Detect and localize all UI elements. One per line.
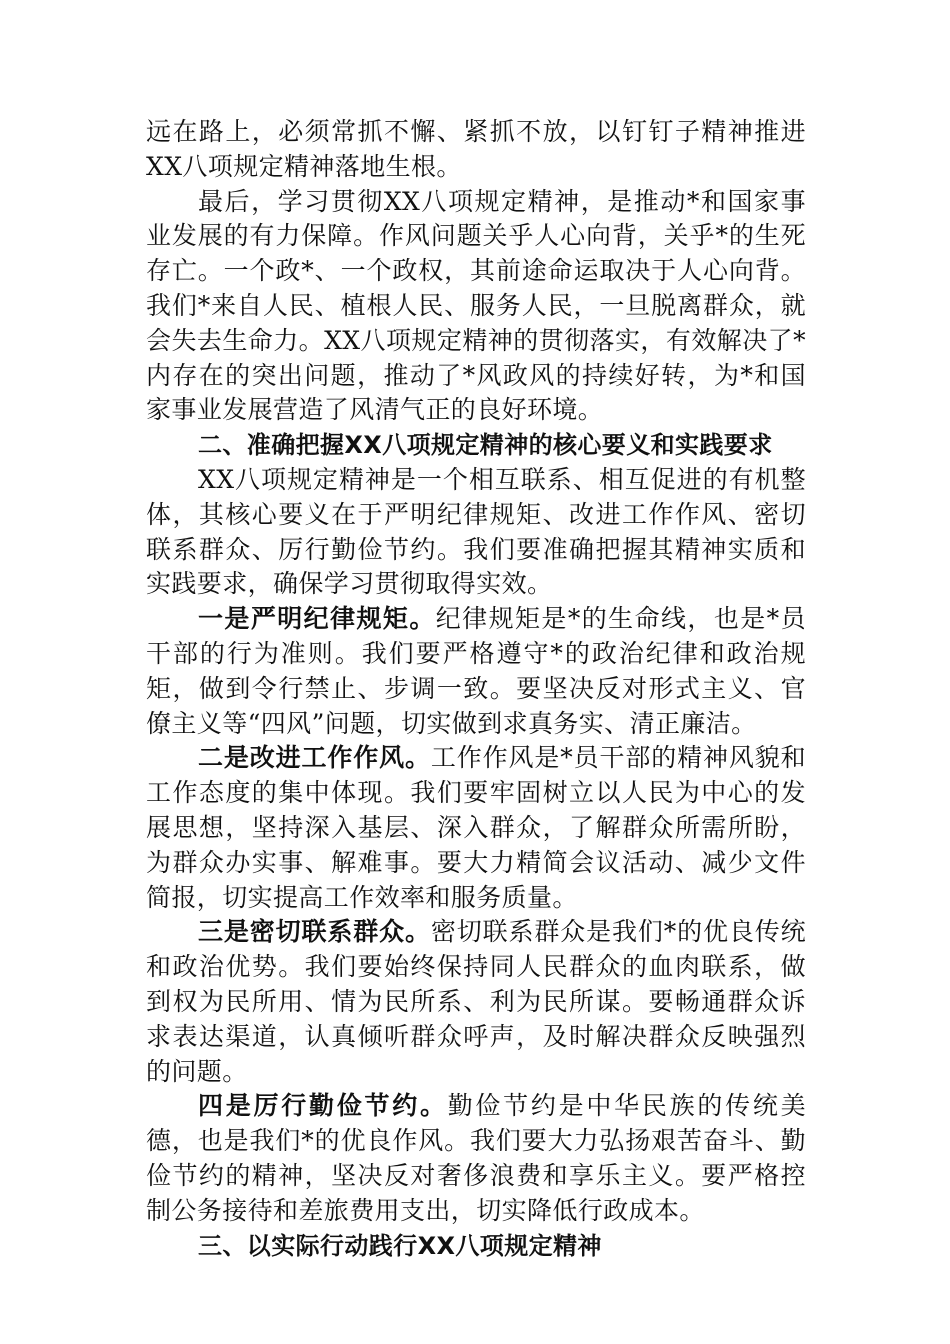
section-heading-three: 三、以实际行动践行XX八项规定精神 — [198, 1231, 602, 1260]
point-one-lead: 一是严明纪律规矩。 — [198, 604, 436, 634]
point-two-lead: 二是改进工作作风。 — [198, 743, 431, 773]
point-two-body: 工作作风是*员干部的精神风貌和工作态度的集中体现。我们要牢固树立以人民为中心的发展思想，坚持深入基层、深入群众，了解群众所需所盼，为群众办实事、解难事。要大力精简会议活动、减少文件简报，切实提高工作效率和服务质量。 — [146, 743, 806, 912]
paragraph-conclusion: 最后，学习贯彻XX八项规定精神，是推动*和国家事业发展的有力保障。作风问题关乎人心向背，关乎*的生死存亡。一个政*、一个政权，其前途命运取决于人心向背。我们*来自人民、植根人民、服务人民，一旦脱离群众，就会失去生命力。XX八项规定精神的贯彻落实，有效解决了*内存在的突出问题，推动了*风政风的持续好转，为*和国家事业发展营造了风清气正的良好环境。 — [146, 186, 806, 425]
paragraph-point-three — [146, 915, 806, 1089]
point-three-body: 密切联系群众是我们*的优良传统和政治优势。我们要始终保持同人民群众的血肉联系，做到权为民所用、情为民所系、利为民所谋。要畅通群众诉求表达渠道，认真倾听群众呼声，及时解决群众反映强烈的问题。 — [146, 917, 806, 1086]
point-four-lead: 四是厉行勤俭节约。 — [198, 1091, 448, 1121]
document-body — [146, 115, 806, 1263]
paragraph-section-two-intro: XX八项规定精神是一个相互联系、相互促进的有机整体，其核心要义在于严明纪律规矩、改进工作作风、密切联系群众、厉行勤俭节约。我们要准确把握其精神实质和实践要求，确保学习贯彻取得实效。 — [146, 464, 806, 599]
paragraph-continuation: 远在路上，必须常抓不懈、紧抓不放，以钉钉子精神推进XX八项规定精神落地生根。 — [146, 117, 806, 181]
point-one-body: 纪律规矩是*的生命线，也是*员干部的行为准则。我们要严格遵守*的政治纪律和政治规矩，做到令行禁止、步调一致。要坚决反对形式主义、官僚主义等“四风”问题，切实做到求真务实、清正廉洁。 — [146, 604, 806, 738]
paragraph-point-one — [146, 602, 806, 741]
paragraph-point-two — [146, 741, 806, 915]
point-three-lead: 三是密切联系群众。 — [198, 917, 431, 947]
point-four-body: 勤俭节约是中华民族的传统美德，也是我们*的优良作风。我们要大力弘扬艰苦奋斗、勤俭节约的精神，坚决反对奢侈浪费和享乐主义。要严格控制公务接待和差旅费用支出，切实降低行政成本。 — [146, 1091, 806, 1225]
section-heading-two: 二、准确把握XX八项规定精神的核心要义和实践要求 — [198, 431, 773, 460]
paragraph-point-four — [146, 1089, 806, 1228]
